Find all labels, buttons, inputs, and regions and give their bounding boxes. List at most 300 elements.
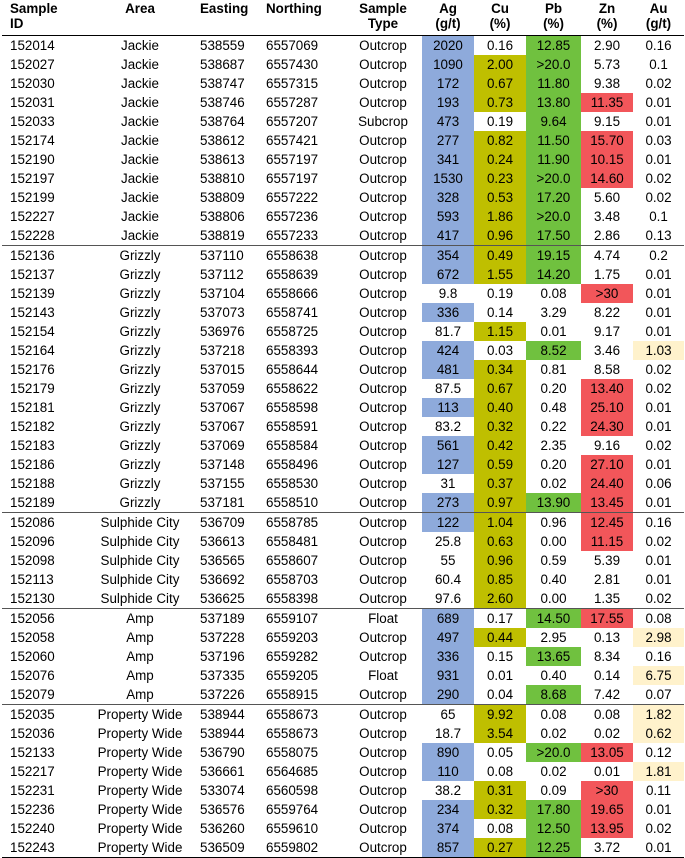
cell-pb: 11.50 — [526, 131, 581, 150]
cell-easting: 537112 — [200, 267, 244, 282]
cell-zn: 9.38 — [593, 76, 621, 91]
cell-cu: 0.67 — [474, 379, 526, 398]
cell-zn: 2.90 — [593, 38, 621, 53]
cell-sample-id: 152189 — [10, 495, 55, 510]
cell-easting: 536509 — [196, 838, 262, 858]
header-easting: Easting — [200, 1, 249, 16]
cell-northing: 6558530 — [266, 476, 319, 491]
cell-zn: 1.75 — [593, 267, 621, 282]
cell-sample-id: 152228 — [10, 228, 55, 243]
cell-northing: 6559203 — [266, 630, 319, 645]
cell-sample-id: 152096 — [10, 534, 55, 549]
cell-pb: >20.0 — [526, 169, 581, 188]
cell-easting: 538809 — [200, 190, 245, 205]
cell-ag: 374 — [422, 819, 474, 838]
cell-sample-id: 152240 — [10, 821, 55, 836]
cell-pb: 9.64 — [526, 112, 581, 131]
cell-pb: >20.0 — [526, 743, 581, 762]
table-row — [2, 628, 684, 647]
cell-sample-type: Outcrop — [359, 343, 407, 358]
cell-sample-type: Outcrop — [359, 764, 407, 779]
cell-au: 1.81 — [633, 762, 684, 781]
cell-pb: 0.02 — [540, 764, 567, 779]
cell-au: 0.02 — [645, 190, 672, 205]
cell-cu: 1.86 — [474, 207, 526, 226]
cell-zn: 19.65 — [581, 800, 633, 819]
cell-ag: 234 — [422, 800, 474, 819]
cell-ag: 9.8 — [438, 286, 458, 301]
cell-pb: 3.29 — [540, 305, 567, 320]
cell-area: Grizzly — [119, 286, 161, 301]
cell-sample-type: Outcrop — [359, 286, 407, 301]
cell-easting: 536692 — [200, 572, 245, 587]
cell-pb: 17.20 — [526, 188, 581, 207]
cell-pb: 14.50 — [526, 609, 581, 629]
cell-sample-type: Outcrop — [344, 705, 422, 725]
cell-au: 0.06 — [645, 476, 672, 491]
cell-sample-type: Outcrop — [359, 171, 407, 186]
table-row — [2, 188, 684, 207]
cell-easting: 536976 — [200, 324, 245, 339]
header-northing: Northing — [266, 1, 322, 16]
cell-easting: 537073 — [200, 305, 245, 320]
cell-zn: 4.74 — [581, 246, 633, 266]
cell-sample-id: 152030 — [10, 76, 55, 91]
cell-sample-id: 152060 — [10, 649, 55, 664]
table-row — [2, 666, 684, 685]
cell-pb: 0.96 — [526, 513, 581, 533]
cell-sample-id: 152058 — [10, 630, 55, 645]
cell-au: 0.02 — [645, 534, 672, 549]
cell-easting: 538810 — [200, 171, 245, 186]
table-row — [2, 74, 684, 93]
cell-easting: 538612 — [200, 133, 245, 148]
cell-cu: 0.42 — [474, 436, 526, 455]
cell-sample-type: Outcrop — [359, 553, 407, 568]
cell-sample-id: 152217 — [10, 764, 55, 779]
cell-easting: 538806 — [200, 209, 245, 224]
cell-cu: 0.67 — [474, 74, 526, 93]
cell-easting: 536613 — [200, 534, 245, 549]
cell-sample-type: Outcrop — [344, 246, 422, 266]
cell-cu: 0.40 — [474, 398, 526, 417]
cell-pb: 0.09 — [540, 783, 567, 798]
cell-northing: 6557315 — [266, 76, 319, 91]
cell-pb: 0.08 — [526, 705, 581, 725]
cell-ag: 354 — [422, 246, 474, 266]
cell-zn: 27.10 — [581, 455, 633, 474]
table-row — [2, 570, 684, 589]
table-row — [2, 724, 684, 743]
cell-sample-id: 152136 — [2, 246, 84, 266]
cell-pb: 17.80 — [526, 800, 581, 819]
cell-sample-id: 152182 — [10, 419, 55, 434]
cell-zn: 7.42 — [593, 687, 621, 702]
cell-sample-type: Outcrop — [359, 267, 407, 282]
cell-northing: 6558496 — [266, 457, 319, 472]
cell-area: Property Wide — [97, 783, 183, 798]
cell-easting: 533074 — [200, 783, 245, 798]
cell-ag: 672 — [422, 265, 474, 284]
cell-pb: 12.50 — [526, 819, 581, 838]
cell-cu: 0.17 — [474, 609, 526, 629]
cell-sample-id: 152188 — [10, 476, 55, 491]
cell-zn: 9.16 — [593, 438, 621, 453]
cell-ag: 1090 — [422, 55, 474, 74]
cell-zn: 13.05 — [581, 743, 633, 762]
cell-ag: 81.7 — [434, 324, 462, 339]
cell-cu: 0.32 — [474, 800, 526, 819]
cell-pb: 12.85 — [526, 36, 581, 56]
cell-area: Property Wide — [84, 705, 196, 725]
cell-northing: 6557233 — [266, 228, 319, 243]
cell-sample-type: Outcrop — [359, 228, 407, 243]
cell-cu: 0.31 — [474, 781, 526, 800]
cell-cu: 0.01 — [486, 668, 514, 683]
cell-northing: 6558584 — [266, 438, 319, 453]
cell-easting: 538944 — [196, 705, 262, 725]
table-row — [2, 360, 684, 379]
cell-cu: 0.96 — [474, 551, 526, 570]
cell-sample-id: 152227 — [10, 209, 55, 224]
cell-area: Property Wide — [97, 745, 183, 760]
cell-sample-type: Subcrop — [358, 114, 408, 129]
cell-zn: 13.40 — [581, 379, 633, 398]
cell-northing: 6564685 — [266, 764, 319, 779]
cell-sample-id: 152231 — [10, 783, 55, 798]
cell-easting: 538559 — [200, 38, 245, 53]
cell-pb: 0.48 — [540, 400, 567, 415]
cell-pb: 0.00 — [540, 591, 567, 606]
cell-pb: 2.35 — [540, 438, 567, 453]
cell-sample-id: 152113 — [10, 572, 54, 587]
cell-au: 0.01 — [633, 838, 684, 858]
cell-sample-type: Outcrop — [359, 457, 407, 472]
cell-sample-id: 152181 — [10, 400, 55, 415]
cell-area: Sulphide City — [100, 572, 180, 587]
cell-sample-id: 152076 — [10, 668, 55, 683]
cell-cu: 0.96 — [474, 226, 526, 246]
header-sample-type: Sample Type — [359, 1, 407, 31]
cell-sample-id: 152236 — [10, 802, 55, 817]
cell-area: Sulphide City — [100, 591, 180, 606]
table-row — [2, 379, 684, 398]
cell-pb: 0.00 — [540, 534, 567, 549]
table-row — [2, 150, 684, 169]
cell-ag: 87.5 — [434, 381, 462, 396]
cell-sample-id: 152197 — [10, 171, 55, 186]
cell-northing: 6558398 — [266, 591, 319, 606]
table-row — [2, 685, 684, 705]
cell-ag: 55 — [440, 553, 456, 568]
cell-au: 0.01 — [645, 802, 672, 817]
cell-easting: 538819 — [200, 228, 245, 243]
cell-sample-id: 152154 — [10, 324, 55, 339]
cell-au: 0.16 — [633, 513, 684, 533]
cell-au: 0.01 — [645, 114, 672, 129]
cell-cu: 0.23 — [474, 169, 526, 188]
table-row — [2, 436, 684, 455]
cell-zn: 8.34 — [593, 649, 621, 664]
cell-ag: 277 — [422, 131, 474, 150]
cell-zn: 11.35 — [581, 93, 633, 112]
cell-pb: 13.90 — [526, 493, 581, 513]
cell-pb: 12.25 — [526, 838, 581, 858]
cell-zn: 25.10 — [581, 398, 633, 417]
cell-northing: 6558510 — [266, 495, 319, 510]
cell-easting: 536661 — [200, 764, 245, 779]
cell-au: 0.01 — [645, 95, 672, 110]
cell-au: 0.01 — [645, 305, 672, 320]
cell-pb: >20.0 — [526, 207, 581, 226]
table-row — [2, 838, 684, 858]
table-row — [2, 800, 684, 819]
cell-pb: 0.20 — [540, 457, 567, 472]
cell-ag: 497 — [422, 628, 474, 647]
cell-easting: 537110 — [196, 246, 262, 266]
cell-au: 0.01 — [645, 267, 672, 282]
cell-area: Grizzly — [119, 476, 161, 491]
table-row — [2, 743, 684, 762]
cell-sample-id: 152027 — [10, 57, 55, 72]
cell-cu: 1.15 — [474, 322, 526, 341]
cell-cu: 1.55 — [474, 265, 526, 284]
cell-cu: 0.44 — [474, 628, 526, 647]
cell-zn: >30 — [581, 781, 633, 800]
cell-northing: 6557430 — [266, 57, 319, 72]
cell-au: 1.82 — [633, 705, 684, 725]
cell-au: 0.1 — [649, 209, 668, 224]
cell-zn: 13.45 — [581, 493, 633, 513]
cell-sample-type: Outcrop — [359, 438, 407, 453]
cell-easting: 537228 — [200, 630, 245, 645]
cell-ag: 336 — [422, 303, 474, 322]
cell-au: 0.01 — [645, 324, 672, 339]
cell-area: Amp — [126, 687, 154, 702]
cell-cu: 0.34 — [474, 360, 526, 379]
cell-area: Grizzly — [119, 267, 161, 282]
cell-cu: 0.97 — [474, 493, 526, 513]
cell-area: Grizzly — [119, 438, 161, 453]
cell-area: Jackie — [121, 38, 159, 53]
cell-area: Jackie — [121, 57, 159, 72]
cell-sample-id: 152143 — [10, 305, 55, 320]
table-row — [2, 493, 684, 513]
cell-ag: 328 — [422, 188, 474, 207]
cell-cu: 2.00 — [474, 55, 526, 74]
table-row — [2, 169, 684, 188]
cell-area: Jackie — [121, 76, 159, 91]
cell-au: 0.11 — [645, 783, 672, 798]
cell-pb: 0.20 — [540, 381, 567, 396]
cell-pb: 13.80 — [526, 93, 581, 112]
cell-ag: 481 — [422, 360, 474, 379]
cell-sample-type: Outcrop — [359, 190, 407, 205]
cell-au: 0.2 — [633, 246, 684, 266]
cell-sample-id: 152031 — [10, 95, 55, 110]
cell-au: 0.16 — [645, 38, 672, 53]
cell-sample-type: Outcrop — [344, 838, 422, 858]
cell-zn: 0.01 — [593, 764, 621, 779]
cell-zn: 14.60 — [581, 169, 633, 188]
cell-sample-type: Float — [344, 609, 422, 629]
cell-zn: 13.95 — [581, 819, 633, 838]
cell-cu: 0.05 — [486, 745, 514, 760]
cell-easting: 537104 — [200, 286, 245, 301]
cell-zn: 9.15 — [593, 114, 621, 129]
table-row — [2, 417, 684, 436]
cell-sample-type: Outcrop — [359, 95, 407, 110]
cell-pb: 11.90 — [526, 150, 581, 169]
cell-northing: 6558785 — [262, 513, 344, 533]
cell-area: Jackie — [121, 228, 159, 243]
cell-northing: 6558666 — [266, 286, 319, 301]
cell-cu: 0.27 — [474, 838, 526, 858]
cell-zn: 2.81 — [593, 572, 621, 587]
cell-northing: 6557069 — [266, 38, 319, 53]
cell-area: Grizzly — [119, 381, 161, 396]
cell-sample-type: Outcrop — [359, 476, 407, 491]
table-row — [2, 265, 684, 284]
cell-easting: 536565 — [200, 553, 245, 568]
cell-sample-id: 152035 — [2, 705, 84, 725]
cell-pb: 14.20 — [526, 265, 581, 284]
cell-cu: 0.08 — [486, 764, 514, 779]
cell-easting: 536260 — [200, 821, 245, 836]
cell-area: Grizzly — [119, 400, 161, 415]
cell-easting: 537181 — [200, 495, 245, 510]
cell-area: Jackie — [121, 114, 159, 129]
cell-cu: 0.14 — [486, 305, 514, 320]
cell-sample-type: Outcrop — [359, 591, 407, 606]
cell-zn: 0.02 — [593, 726, 621, 741]
table-row — [2, 819, 684, 838]
cell-ag: 127 — [422, 455, 474, 474]
assay-results-table — [2, 0, 684, 858]
header-area: Area — [125, 1, 155, 16]
table-row — [2, 609, 684, 629]
cell-ag: 18.7 — [434, 726, 462, 741]
cell-cu: 0.19 — [486, 286, 514, 301]
cell-cu: 0.49 — [474, 246, 526, 266]
cell-sample-type: Outcrop — [359, 534, 407, 549]
cell-northing: 6558915 — [266, 687, 319, 702]
cell-area: Amp — [126, 649, 154, 664]
cell-area: Amp — [126, 630, 154, 645]
cell-sample-type: Outcrop — [359, 324, 407, 339]
cell-sample-type: Outcrop — [359, 419, 407, 434]
cell-zn: 15.70 — [581, 131, 633, 150]
cell-easting: 537155 — [200, 476, 245, 491]
cell-area: Jackie — [121, 171, 159, 186]
cell-area: Jackie — [121, 133, 159, 148]
cell-sample-type: Outcrop — [359, 57, 407, 72]
cell-sample-type: Outcrop — [359, 305, 407, 320]
table-row — [2, 551, 684, 570]
cell-easting: 537335 — [200, 668, 245, 683]
cell-sample-id: 152176 — [10, 362, 55, 377]
cell-cu: 0.63 — [474, 532, 526, 551]
cell-au: 0.13 — [645, 228, 672, 243]
cell-easting: 536625 — [200, 591, 245, 606]
table-row — [2, 589, 684, 609]
cell-northing: 6557287 — [266, 95, 319, 110]
cell-cu: 2.60 — [474, 589, 526, 609]
cell-sample-id: 152174 — [10, 133, 55, 148]
header-ag: Ag (g/t) — [435, 1, 461, 31]
cell-ag: 1530 — [422, 169, 474, 188]
cell-easting: 537059 — [200, 381, 245, 396]
cell-cu: 0.08 — [486, 821, 514, 836]
cell-area: Property Wide — [97, 726, 183, 741]
table-row — [2, 207, 684, 226]
cell-easting: 537226 — [200, 687, 245, 702]
cell-easting: 537218 — [200, 343, 245, 358]
cell-ag: 890 — [422, 743, 474, 762]
cell-cu: 0.15 — [486, 649, 514, 664]
header-pb: Pb (%) — [543, 1, 564, 31]
cell-northing: 6558075 — [266, 745, 319, 760]
cell-northing: 6560598 — [266, 783, 319, 798]
cell-northing: 6558644 — [266, 362, 319, 377]
cell-zn: >30 — [581, 284, 633, 303]
cell-northing: 6557207 — [266, 114, 319, 129]
cell-pb: >20.0 — [526, 55, 581, 74]
cell-cu: 0.16 — [486, 38, 514, 53]
cell-sample-type: Outcrop — [359, 821, 407, 836]
cell-cu: 9.92 — [474, 705, 526, 725]
cell-sample-id: 152186 — [10, 457, 55, 472]
cell-cu: 3.54 — [474, 724, 526, 743]
cell-sample-type: Outcrop — [359, 687, 407, 702]
cell-au: 0.16 — [645, 649, 672, 664]
cell-sample-id: 152036 — [10, 726, 55, 741]
cell-area: Grizzly — [119, 343, 161, 358]
cell-au: 0.01 — [645, 553, 672, 568]
cell-ag: 290 — [422, 685, 474, 705]
cell-zn: 5.39 — [593, 553, 621, 568]
cell-easting: 538746 — [200, 95, 245, 110]
cell-easting: 536709 — [196, 513, 262, 533]
table-row — [2, 474, 684, 493]
cell-cu: 0.59 — [474, 455, 526, 474]
cell-ag: 110 — [422, 762, 474, 781]
cell-northing: 6558639 — [266, 267, 319, 282]
cell-easting: 537196 — [200, 649, 245, 664]
table-row — [2, 322, 684, 341]
cell-ag: 931 — [422, 666, 474, 685]
cell-au: 0.02 — [645, 362, 672, 377]
cell-zn: 2.86 — [593, 228, 621, 243]
cell-northing: 6558591 — [266, 419, 319, 434]
cell-ag: 25.8 — [434, 534, 462, 549]
cell-zn: 0.14 — [593, 668, 621, 683]
cell-ag: 341 — [422, 150, 474, 169]
header-zn: Zn (%) — [596, 1, 618, 31]
cell-sample-id: 152056 — [2, 609, 84, 629]
cell-northing: 6559282 — [266, 649, 319, 664]
cell-zn: 3.48 — [593, 209, 621, 224]
cell-area: Sulphide City — [100, 553, 180, 568]
cell-sample-id: 152033 — [10, 114, 55, 129]
cell-northing: 6557197 — [266, 152, 319, 167]
cell-sample-type: Outcrop — [359, 726, 407, 741]
table-row — [2, 303, 684, 322]
cell-area: Grizzly — [119, 362, 161, 377]
cell-sample-type: Outcrop — [359, 152, 407, 167]
cell-cu: 0.53 — [474, 188, 526, 207]
cell-area: Amp — [126, 668, 154, 683]
